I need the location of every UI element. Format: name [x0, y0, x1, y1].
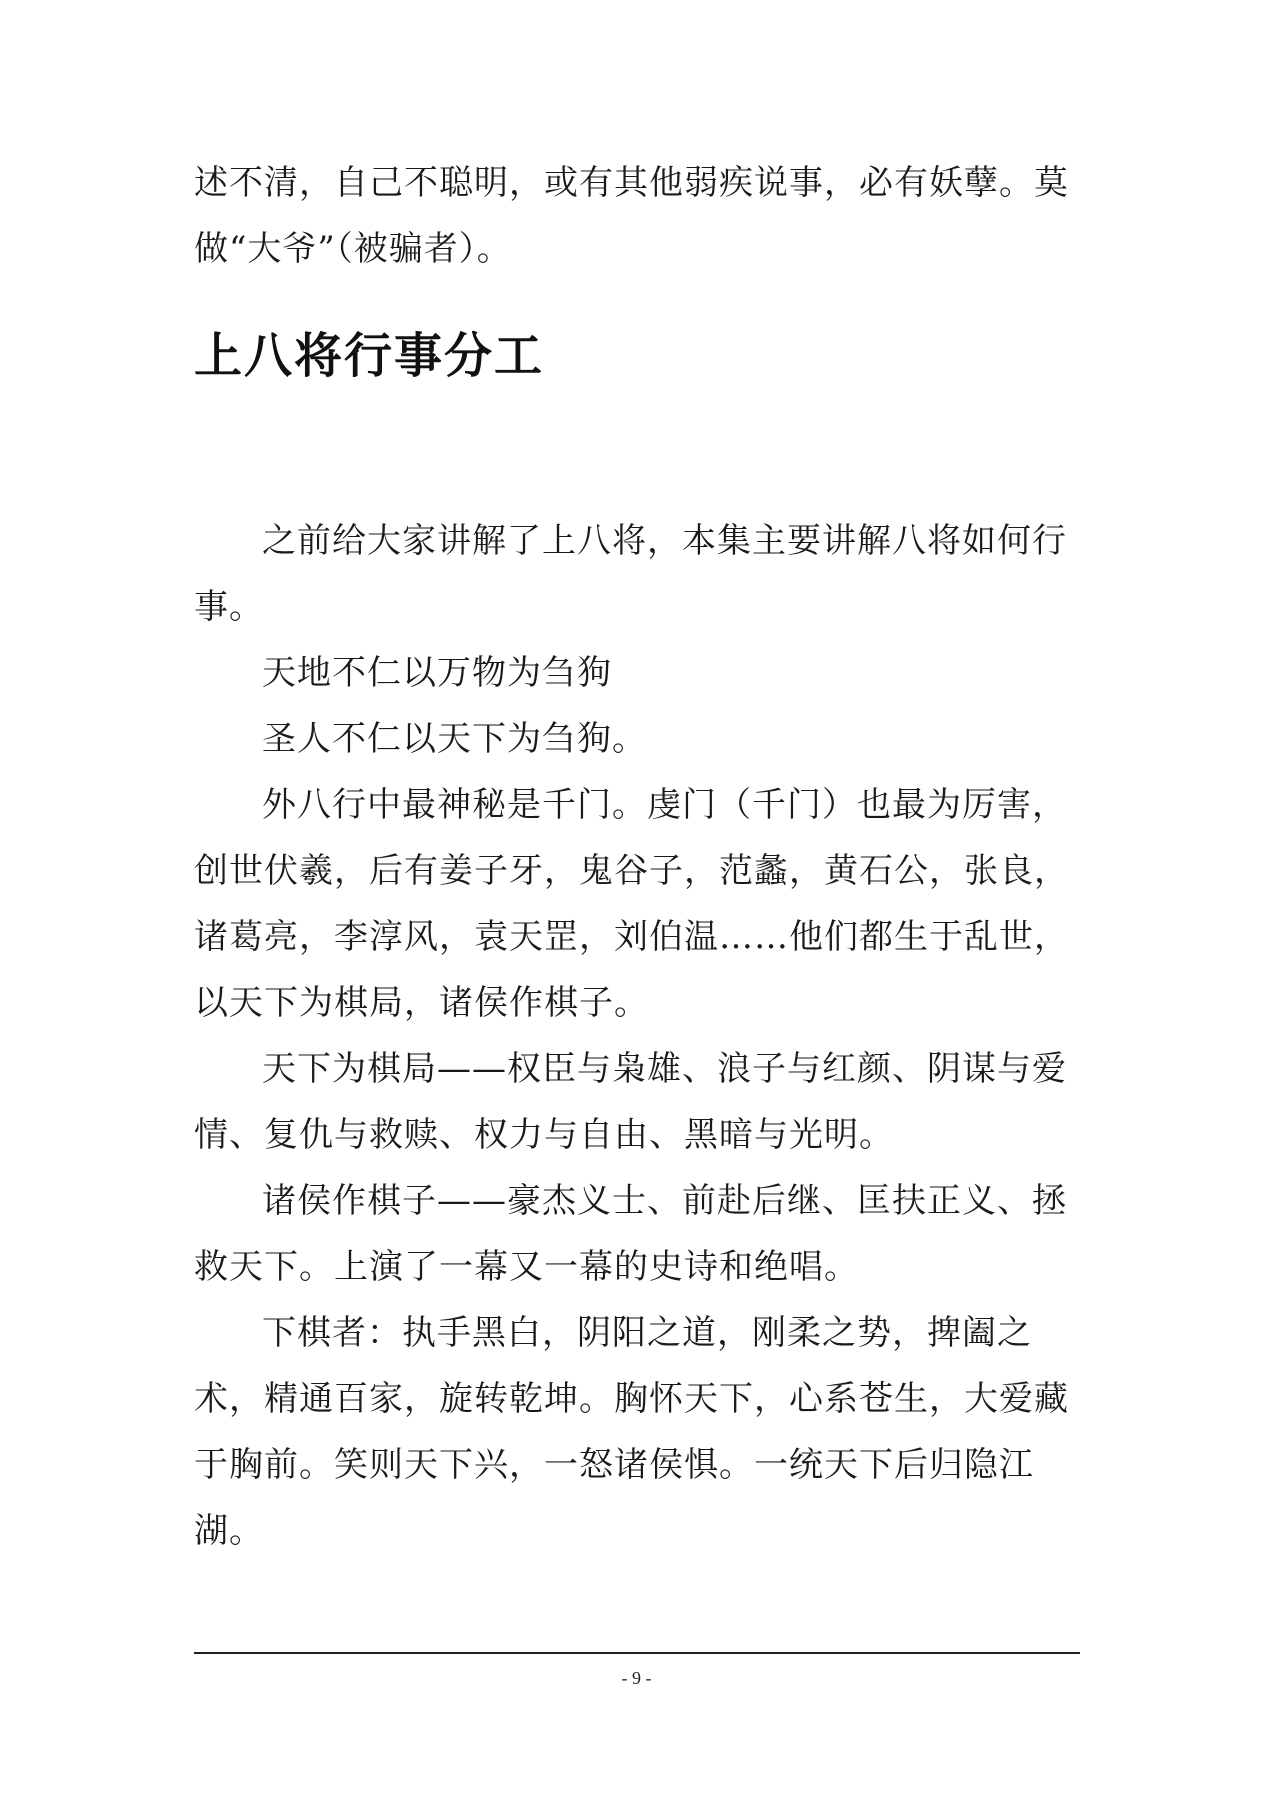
body-paragraph: 之前给大家讲解了上八将，本集主要讲解八将如何行事。: [194, 521, 1067, 627]
body-paragraph: 诸侯作棋子——豪杰义士、前赴后继、匡扶正义、拯救天下。上演了一幕又一幕的史诗和绝唱。: [194, 1181, 1067, 1287]
body-paragraph: 天下为棋局——权臣与枭雄、浪子与红颜、阴谋与爱情、复仇与救赎、权力与自由、黑暗与光明。: [194, 1049, 1067, 1155]
section-heading: 上八将行事分工: [194, 328, 545, 384]
body-paragraph: 外八行中最神秘是千门。虔门（千门）也最为厉害，创世伏羲，后有姜子牙，鬼谷子，范蠡，黄石公，张良，诸葛亮，李淳风，袁天罡，刘伯温……他们都生于乱世，以天下为棋局，诸侯作棋子。: [194, 785, 1069, 1023]
page-number: - 9 -: [621, 1668, 652, 1688]
body-paragraph: 天地不仁以万物为刍狗: [262, 653, 612, 693]
body-paragraph: 下棋者：执手黑白，阴阳之道，刚柔之势，捭阖之术，精通百家，旋转乾坤。胸怀天下，心系苍生，大爱藏于胸前。笑则天下兴，一怒诸侯惧。一统天下后归隐江湖。: [194, 1313, 1069, 1551]
continuation-text: 述不清，自己不聪明，或有其他弱疾说事，必有妖孽。莫做“大爷”（被骗者）。: [194, 163, 1069, 269]
footer-divider: [194, 1652, 1080, 1654]
body-paragraph: 圣人不仁以天下为刍狗。: [262, 719, 647, 759]
continuation-paragraph: [194, 150, 1080, 282]
section-body: [194, 508, 1080, 1564]
